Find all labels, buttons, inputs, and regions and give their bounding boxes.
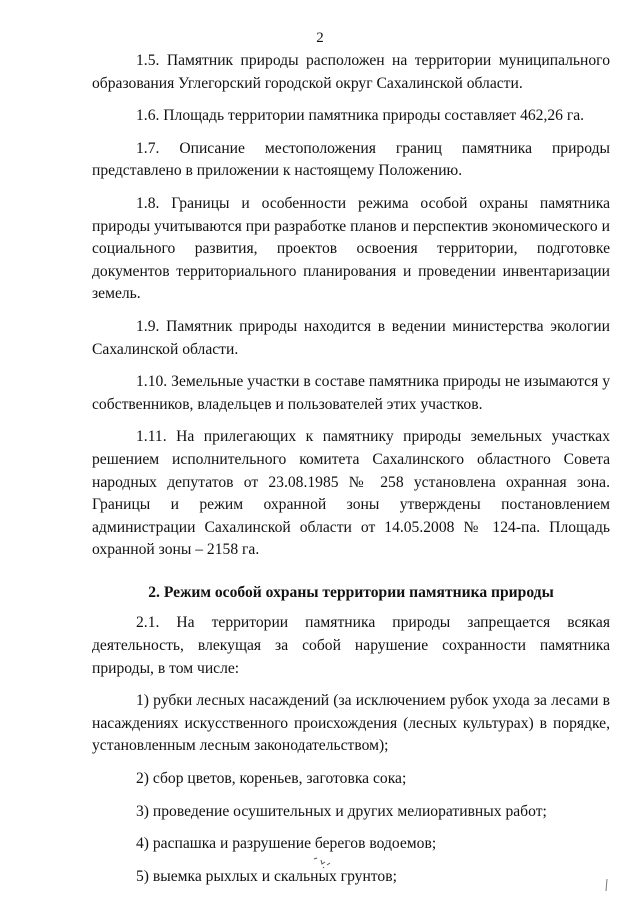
list-item: 1) рубки лесных насаждений (за исключением рубок ухода за лесами в насаждениях искусственного происхождения (лесных культурах) в порядке, установленным лесным законодательством); xyxy=(92,692,610,755)
paragraph-1-11: 1.11. На прилегающих к памятнику природы земельных участках решением исполнительного комитета Сахалинского областного Совета народных депутатов от 23.08.1985 № 258 установлена охранная зона. Границы и режим охранной зоны утверждены постановлением администрации Сахалинской области от 14.05.2008 № 124-па. Площадь охранной зоны – 2158 га. xyxy=(92,428,610,559)
scan-edge-mark xyxy=(603,878,611,892)
paragraph-1-7: 1.7. Описание местоположения границ памятника природы представлено в приложении к настоящему Положению. xyxy=(92,139,610,180)
section-heading: 2. Режим особой охраны территории памятника природы xyxy=(148,583,554,601)
section-intro: 2.1. На территории памятника природы запрещается всякая деятельность, влекущая за собой нарушение сохранности памятника природы, в том числе: xyxy=(92,614,610,677)
page-number: 2 xyxy=(316,30,324,46)
list-item: 5) выемка рыхлых и скальных грунтов; xyxy=(136,867,397,885)
paragraph-1-8: 1.8. Границы и особенности режима особой охраны памятника природы учитываются при разработке планов и перспектив экономического и социального развития, проектов освоения территории, подготовке документов территориального планирования и проведении инвентаризации земель. xyxy=(92,194,610,303)
list-item: 3) проведение осушительных и других мелиоративных работ; xyxy=(136,802,547,820)
document-body xyxy=(92,50,610,898)
paragraph-1-10: 1.10. Земельные участки в составе памятника природы не изымаются у собственников, владельцев и пользователей этих участков. xyxy=(92,373,610,413)
list-item: 2) сбор цветов, кореньев, заготовка сока; xyxy=(136,770,407,788)
paragraph-1-6: 1.6. Площадь территории памятника природы составляет 462,26 га. xyxy=(136,107,585,125)
paragraph-1-5: 1.5. Памятник природы расположен на территории муниципального образования Углегорский городской округ Сахалинской области. xyxy=(92,52,610,92)
scan-artifact-mark xyxy=(312,855,334,869)
list-item: 4) распашка и разрушение берегов водоемов; xyxy=(136,835,437,853)
paragraph-1-9: 1.9. Памятник природы находится в ведении министерства экологии Сахалинской области. xyxy=(92,317,610,358)
